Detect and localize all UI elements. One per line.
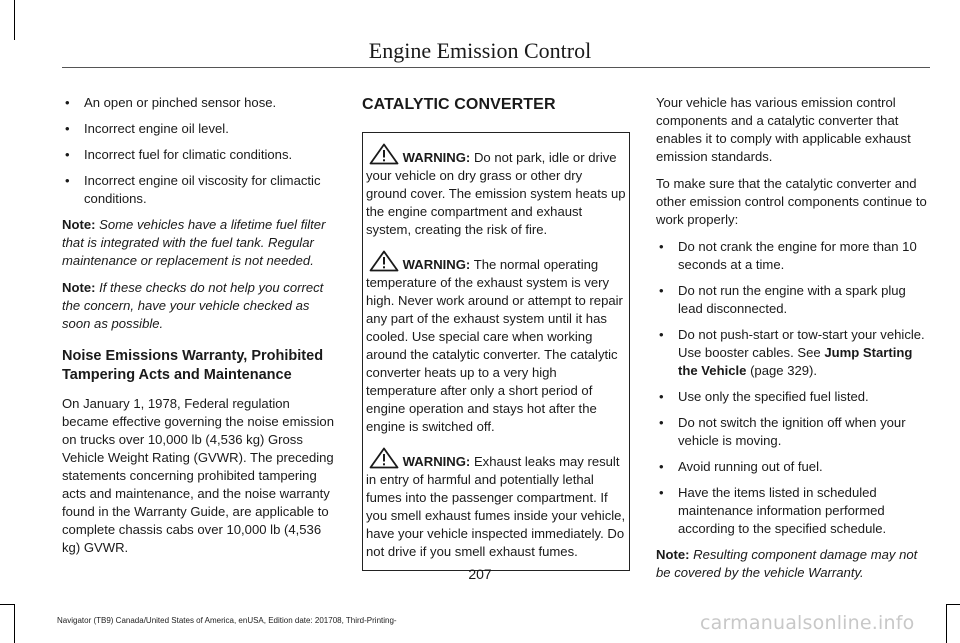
warning-triangle-icon — [369, 143, 399, 165]
warning-label: WARNING: — [402, 454, 471, 469]
warning-1 — [366, 143, 626, 239]
left-column — [62, 94, 336, 566]
warning-triangle-icon — [369, 447, 399, 469]
crop-mark-bottom-left-v — [14, 604, 15, 643]
crop-mark-bottom-right-v — [946, 604, 947, 643]
list-item: • Do not run the engine with a spark plug lead disconnected. — [656, 282, 928, 318]
list-item — [656, 326, 928, 380]
list-item: • Incorrect fuel for climatic conditions. — [62, 146, 336, 164]
noise-warranty-paragraph: On January 1, 1978, Federal regulation became effective governing the noise emission on trucks over 10,000 lb (4,536 kg) Gross Vehicle Weight Rating (GVWR). The preceding statements concerning prohibited tampering acts and maintenance, and the noise warranty found in the Warranty Guide, are applicable to complete chassis cabs over 10,000 lb (4,536 kg) GVWR. — [62, 396, 334, 555]
warning-label: WARNING: — [402, 257, 471, 272]
footer-edition-info: Navigator (TB9) Canada/United States of America, enUSA, Edition date: 201708, Third-Printing- — [57, 616, 397, 625]
jump-starting-link[interactable]: Jump Starting the Vehicle — [678, 345, 913, 378]
work-properly-paragraph: To make sure that the catalytic converter and other emission control components continue to work properly: — [656, 176, 927, 227]
warning-text: The normal operating temperature of the exhaust system is very high. Never work around or attempt to repair any part of the exhaust system until it has cooled. Use special care when working around the catalytic converter. The catalytic converter heats up to a very high temperature after only a short period of engine operation and stays hot after the engine is switched off. — [366, 257, 623, 434]
note-checks — [62, 279, 336, 333]
list-item: • Incorrect engine oil viscosity for climactic conditions. — [62, 172, 336, 208]
page-title: Engine Emission Control — [368, 38, 592, 63]
list-item: • Do not crank the engine for more than 10 seconds at a time. — [656, 238, 928, 274]
list-item: • Avoid running out of fuel. — [656, 458, 928, 476]
header-divider — [62, 67, 930, 68]
list-item: • Do not switch the ignition off when your vehicle is moving. — [656, 414, 928, 450]
emission-components-paragraph: Your vehicle has various emission control components and a catalytic converter that enables it to comply with applicable exhaust emission standards. — [656, 95, 911, 164]
middle-column — [362, 94, 630, 571]
note-label: Note: — [62, 280, 96, 295]
note-text: Resulting component damage may not be covered by the vehicle Warranty. — [656, 547, 918, 580]
page-reference: (page 329). — [750, 363, 818, 378]
crop-mark-top-left-v — [14, 0, 15, 40]
crop-mark-bottom-left-h — [0, 604, 14, 605]
warning-text: Do not park, idle or drive your vehicle on dry grass or other dry ground cover. The emission system heats up the engine compartment and exhaust system, creating the risk of fire. — [366, 150, 626, 237]
note-text: If these checks do not help you correct the concern, have your vehicle checked as soon as possible. — [62, 280, 324, 331]
left-bullet-list — [62, 94, 336, 208]
catalytic-converter-heading: CATALYTIC CONVERTER — [362, 96, 556, 113]
right-column — [656, 94, 928, 591]
warning-label: WARNING: — [402, 150, 471, 165]
list-item: • Have the items listed in scheduled maintenance information performed according to the specified schedule. — [656, 484, 928, 538]
warning-triangle-icon — [369, 250, 399, 272]
right-bullet-list — [656, 238, 928, 538]
warning-2 — [366, 250, 626, 436]
warning-3 — [366, 447, 626, 561]
note-label: Note: — [656, 547, 690, 562]
list-item: • Use only the specified fuel listed. — [656, 388, 928, 406]
note-label: Note: — [62, 217, 96, 232]
note-text: Some vehicles have a lifetime fuel filter that is integrated with the fuel tank. Regular maintenance or replacement is not needed. — [62, 217, 326, 268]
crop-mark-bottom-right-h — [946, 604, 960, 605]
page-number: 207 — [468, 566, 492, 582]
noise-warranty-heading: Noise Emissions Warranty, Prohibited Tampering Acts and Maintenance — [62, 348, 324, 383]
note-lifetime-filter — [62, 216, 336, 270]
warning-box — [362, 132, 630, 571]
warning-text: Exhaust leaks may result in entry of harmful and potentially lethal fumes into the passenger compartment. If you smell exhaust fumes inside your vehicle, have your vehicle inspected immediately. Do not drive if you smell exhaust fumes. — [366, 454, 626, 559]
list-item: • Incorrect engine oil level. — [62, 120, 336, 138]
watermark: carmanualsonline.info — [700, 612, 915, 634]
push-start-text: Do not push-start or tow-start your vehicle. Use booster cables. See — [678, 327, 925, 360]
list-item: • An open or pinched sensor hose. — [62, 94, 336, 112]
